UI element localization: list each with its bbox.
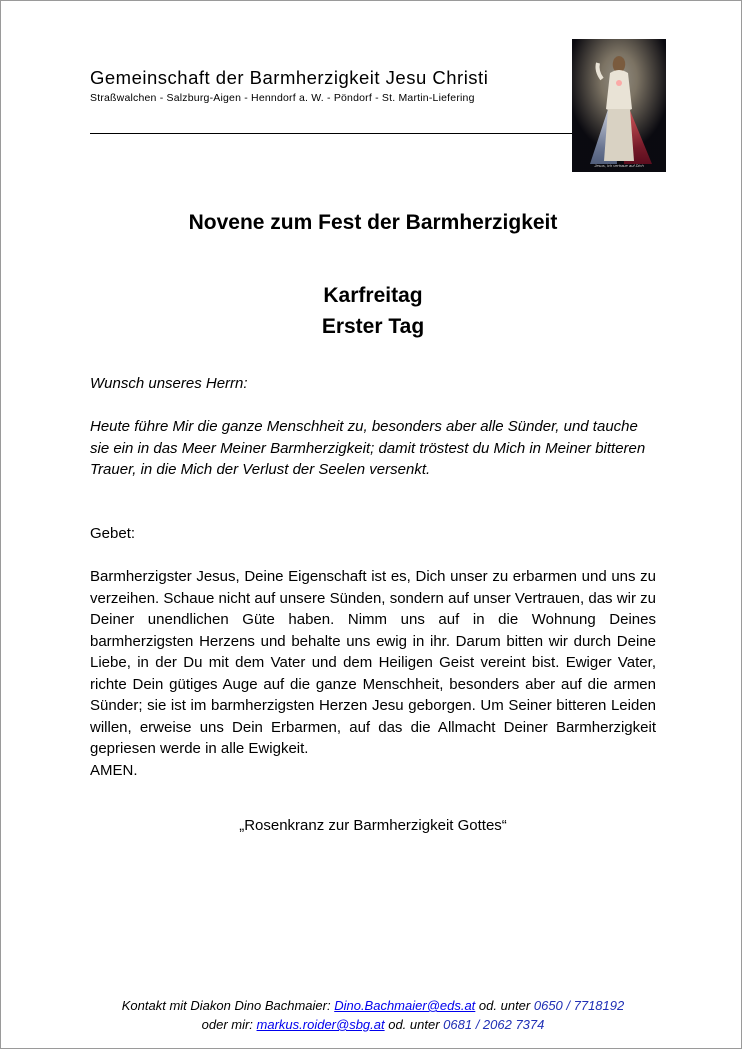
footer-separator: od. unter <box>475 998 534 1013</box>
contact-footer <box>1 996 744 1034</box>
email-link-bachmaier[interactable]: Dino.Bachmaier@eds.at <box>334 998 476 1013</box>
footer-contact-label: Kontakt mit Diakon Dino Bachmaier: <box>121 998 335 1013</box>
prayer-text: Barmherzigster Jesus, Deine Eigenschaft ist es, Dich unser zu erbarmen und uns zu verzeihen. Schaue nicht auf unsere Sünden, sondern auf unser Vertrauen, das wir zu Deiner unendlichen Güte haben. Nimm uns auf in die Wohnung Deines barmherzigsten Herzens und behalte uns ewig in ihr. Darum bitten wir durch Deine Liebe, in der Du mit dem Vater und dem Heiligen Geist vereint bist. Ewiger Vater, richte Dein gütiges Auge auf die ganze Menschheit, besonders aber auf die armen Sünder; sie ist im barmherzigsten Herzen Jesu geborgen. Um Seiner bitteren Leiden willen, erweise uns Dein Erbarmen, auf das die Allmacht Deiner Barmherzigkeit gepriesen werde in alle Ewigkeit. <box>90 568 656 757</box>
prayer-body <box>90 566 656 781</box>
footer-separator-2: od. unter <box>384 1017 444 1032</box>
divine-mercy-image <box>572 39 666 172</box>
email-link-roider[interactable]: markus.roider@sbg.at <box>256 1017 385 1032</box>
day-heading-line1: Karfreitag <box>323 284 423 307</box>
wish-label: Wunsch unseres Herrn: <box>90 375 248 392</box>
page-title: Novene zum Fest der Barmherzigkeit <box>188 211 558 234</box>
header-divider <box>90 133 573 134</box>
phone-roider: 0681 / 2062 7374 <box>443 1017 545 1032</box>
organization-locations: Straßwalchen - Salzburg-Aigen - Henndorf a. W. - Pöndorf - St. Martin-Liefering <box>90 92 475 104</box>
prayer-amen: AMEN. <box>90 761 138 779</box>
prayer-label: Gebet: <box>90 525 136 542</box>
footer-line-2 <box>1 1015 744 1034</box>
day-heading <box>1 280 744 342</box>
image-caption: Jesus, ich vertraue auf Dich <box>594 163 644 168</box>
organization-name: Gemeinschaft der Barmherzigkeit Jesu Christi <box>90 67 489 88</box>
wish-text: Heute führe Mir die ganze Menschheit zu, besonders aber alle Sünder, und tauche sie ein in das Meer Meiner Barmherzigkeit; damit tröstest du Mich in Meiner bitteren Trauer, in die Mich der Verlust der Seelen versenkt. <box>90 418 646 478</box>
day-heading-line2: Erster Tag <box>321 315 425 338</box>
footer-line-1 <box>1 996 744 1015</box>
footer-contact-label-2: oder mir: <box>201 1017 257 1032</box>
phone-bachmaier: 0650 / 7718192 <box>533 998 625 1013</box>
closing-line: „Rosenkranz zur Barmherzigkeit Gottes“ <box>239 817 507 834</box>
